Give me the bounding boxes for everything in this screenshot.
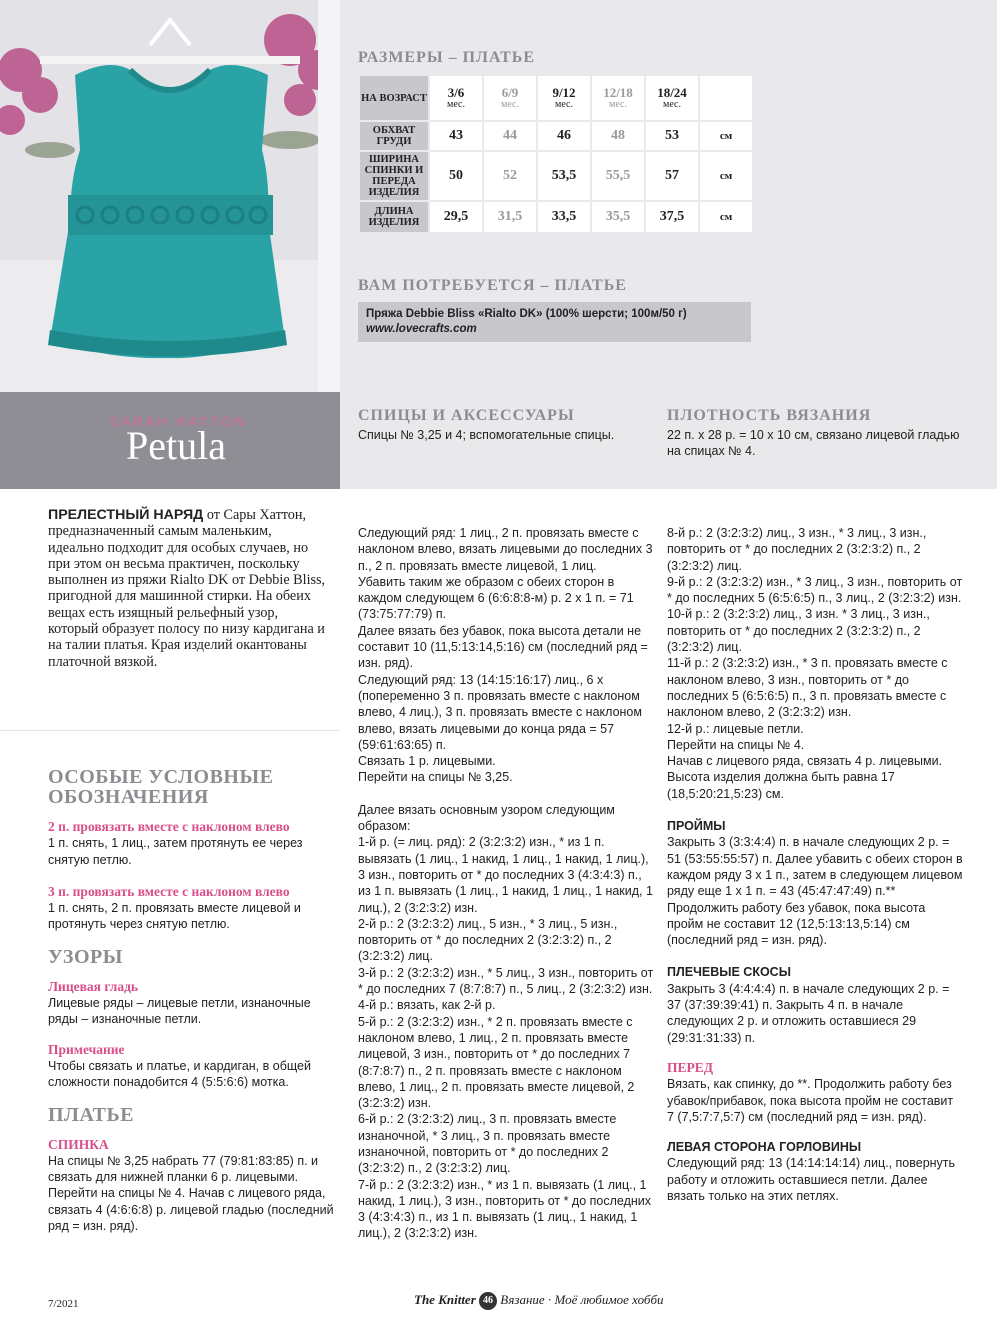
yarn-url[interactable]: www.lovecrafts.com <box>366 323 477 335</box>
value-cell: 53 <box>646 122 698 150</box>
sizes-title: РАЗМЕРЫ – ПЛАТЬЕ <box>358 49 536 66</box>
pattern-title: Petula <box>126 423 226 468</box>
value-cell: 31,5 <box>484 202 536 232</box>
instruction: 9-й р.: 2 (3:2:3:2) изн., * 3 лиц., 3 изн., повторить от * до последних 5 (6:5:6:5) п., 3 лиц., 2 (3:2:3:2) изн. <box>667 574 963 606</box>
instruction: Далее вязать без убавок, пока высота детали не составит 10 (11,5:13:14,5:16) см (последний ряд = изн. ряд). <box>358 623 648 671</box>
neck-text: Следующий ряд: 13 (14:14:14:14) лиц., повернуть работу и отложить оставшиеся петли. Далее вязать только на этих петлях. <box>667 1156 956 1203</box>
row-label: ШИРИНА СПИНКИ И ПЕРЕДА ИЗДЕЛИЯ <box>360 152 428 200</box>
sizes-table <box>358 74 754 234</box>
unit-cell: см <box>700 202 752 232</box>
instruction: Далее вязать основным узором следующим образом: <box>358 802 615 834</box>
unit-cell <box>700 76 752 120</box>
instruction: 4-й р.: вязать, как 2-й р. <box>358 998 496 1013</box>
divider <box>0 730 340 731</box>
neck-title: ЛЕВАЯ СТОРОНА ГОРЛОВИНЫ <box>667 1140 862 1155</box>
unit-cell: см <box>700 152 752 200</box>
instruction: 10-й р.: 2 (3:2:3:2) лиц., 3 изн. * 3 лиц., 3 изн., повторить от * до последних 2 (3:2:3:2) п., 2 (3:2:3:2) лиц. <box>667 607 930 655</box>
dress-title: ПЛАТЬЕ <box>48 1103 135 1126</box>
instruction: 12-й р.: лицевые петли. <box>667 721 804 736</box>
unit-cell: см <box>700 122 752 150</box>
age-col: 9/12 мес. <box>538 76 590 120</box>
instruction: Перейти на спицы № 4. <box>667 737 805 752</box>
need-title: ВАМ ПОТРЕБУЕТСЯ – ПЛАТЬЕ <box>358 277 627 294</box>
back-text: На спицы № 3,25 набрать 77 (79:81:83:85) п. и связать для нижней планки 6 р. лицевыми. Перейти на спицы № 4. Начав с лицевого ряда, связать 4 (4:6:6:8) р. лицевой гладью (последний ряд = изн. ряд). <box>48 1153 334 1234</box>
symbol-1-title: 2 п. провязать вместе с наклоном влево <box>48 819 290 834</box>
symbol-2-title: 3 п. провязать вместе с наклоном влево <box>48 883 290 899</box>
instruction: 2-й р.: 2 (3:2:3:2) лиц., 5 изн., * 3 лиц., 5 изн., повторить от * до последних 2 (3:2:3:2) п., 2 (3:2:3:2) лиц. <box>358 916 618 964</box>
front-text: Вязать, как спинку, до **. Продолжить работу без убавок/прибавок, пока высота пройм не составит 7 (7,5:7:7,5:7) см (последний ряд = изн. ряд). <box>667 1077 954 1124</box>
tagline: Вязание · Моё любимое хобби <box>500 1292 664 1307</box>
instruction: 5-й р.: 2 (3:2:3:2) изн., * 2 п. провязать вместе с наклоном влево, 1 лиц., 2 п. провязать вместе лицевой, 3 изн., повторить от * до последних 7 (8:7:8:7) п., 2 п. провязать вместе с наклоном влево, 1 лиц., 2 п. провязать вместе лицевой, 2 (3:2:3:2) изн. <box>358 1014 635 1111</box>
symbol-1-text: 1 п. снять, 1 лиц., затем протянуть ее через снятую петлю. <box>48 836 303 867</box>
instruction: 7-й р.: 2 (3:2:3:2) изн., * из 1 п. вывязать (1 лиц., 1 накид, 1 лиц.), 3 изн., повторить от * до последних 3 (4:3:4:3) п., из 1 п. вывязать (1 лиц., 1 накид, 1 лиц.), 2 (3:2:3:2) изн. <box>358 1177 652 1241</box>
needles-title: СПИЦЫ И АКСЕССУАРЫ <box>358 407 575 424</box>
row-label: ДЛИНА ИЗДЕЛИЯ <box>360 202 428 232</box>
patterns-title: УЗОРЫ <box>48 945 123 968</box>
instruction: Связать 1 р. лицевыми. <box>358 754 496 769</box>
instruction: 3-й р.: 2 (3:2:3:2) изн., * 5 лиц., 3 изн., повторить от * до последних 7 (8:7:8:7) п., 5 лиц., 2 (3:2:3:2) изн. <box>358 965 654 997</box>
pattern-1-text: Лицевые ряды – лицевые петли, изнаночные ряды – изнаночные петли. <box>48 996 311 1027</box>
back-title: СПИНКА <box>48 1136 109 1152</box>
right-column <box>667 525 963 1204</box>
age-col: 3/6 мес. <box>430 76 482 120</box>
value-cell: 35,5 <box>592 202 644 232</box>
value-cell: 44 <box>484 122 536 150</box>
gauge-title: ПЛОТНОСТЬ ВЯЗАНИЯ <box>667 407 872 424</box>
instruction: 8-й р.: 2 (3:2:3:2) лиц., 3 изн., * 3 лиц., 3 изн., повторить от * до последних 2 (3:2:3:2) п., 2 (3:2:3:2) лиц. <box>667 526 927 573</box>
age-col: 6/9 мес. <box>484 76 536 120</box>
spacer <box>358 786 654 802</box>
pattern-1-title: Лицевая гладь <box>48 978 139 994</box>
value-cell: 50 <box>430 152 482 200</box>
instruction: Следующий ряд: 13 (14:15:16:17) лиц., 6 х (попеременно 3 п. провязать вместе с наклоном влево, 4 лиц.), 3 п. провязать вместе с наклоном влево, вязать лицевыми до конца ряда = 57 (59:61:63:65) п. <box>358 672 642 752</box>
instruction: Следующий ряд: 1 лиц., 2 п. провязать вместе с наклоном влево, вязать лицевыми до последних 3 п., 2 п. провязать вместе лицевой, 1 лиц. <box>358 526 653 573</box>
product-photo <box>0 0 340 392</box>
instruction: 6-й р.: 2 (3:2:3:2) лиц., 3 п. провязать вместе изнаночной, * 3 лиц., 3 п. провязать вместе изнаночной, повторить от * до последних 2 (3:2:3:2) п., 2 (3:2:3:2) лиц. <box>358 1112 617 1176</box>
value-cell: 33,5 <box>538 202 590 232</box>
intro-text: ПРЕЛЕСТНЫЙ НАРЯД от Сары Хаттон, предназначенный самым маленьким, идеально подходит для особых случаев, но при этом он весьма практичен, поскольку выполнен из пряжи Rialto DK от Debbie Bliss, пригодной для машинной стирки. На обеих вещах есть изящный рельефный узор, который образует полосу по низу кардигана и на талии платья. Края изделий окантованы платочной вязкой. <box>48 507 326 670</box>
designer-name: SARAH HATTON <box>110 414 247 429</box>
armholes-title: ПРОЙМЫ <box>667 819 726 834</box>
instruction: 1-й р. (= лиц. ряд): 2 (3:2:3:2) изн., * из 1 п. вывязать (1 лиц., 1 накид, 1 лиц., 1 накид, 1 лиц.), 3 изн., повторить от * до последних 3 (4:3:4:3) п., из 1 п. вывязать (1 лиц., 1 накид, 1 лиц., 1 накид, 1 лиц.), 2 (3:2:3:2) изн. <box>358 835 653 915</box>
needles-text: Спицы № 3,25 и 4; вспомогательные спицы. <box>358 428 615 442</box>
row-label: ОБХВАТ ГРУДИ <box>360 122 428 150</box>
instruction: Высота изделия должна быть равна 17 (18,5:20:21,5:23) см. <box>667 770 895 801</box>
shoulders-text: Закрыть 3 (4:4:4:4) п. в начале следующих 2 р. = 37 (37:39:39:41) п. Закрыть 4 п. в начале следующих 2 р. и отложить оставшиеся 29 (29:31:31:33) п. <box>667 981 950 1045</box>
value-cell: 46 <box>538 122 590 150</box>
instruction: 11-й р.: 2 (3:2:3:2) изн., * 3 п. провязать вместе с наклоном влево, 3 изн., повторить от * до последних 5 (6:5:6:5) п., 3 п. провязать вместе с наклоном влево, 2 (3:2:3:2) изн. <box>667 656 948 720</box>
shoulders-title: ПЛЕЧЕВЫЕ СКОСЫ <box>667 965 791 980</box>
value-cell: 48 <box>592 122 644 150</box>
brand-name: The Knitter <box>414 1292 476 1307</box>
yarn-text: Пряжа Debbie Bliss «Rialto DK» (100% шерсти; 100м/50 г) <box>366 308 687 320</box>
age-col: 12/18 мес. <box>592 76 644 120</box>
armholes-text: Закрыть 3 (3:3:4:4) п. в начале следующих 2 р. = 51 (53:55:55:57) п. Далее убавить с обеих сторон в каждом ряду 3 х 1 п., затем в следующем лицевом ряду еще 1 х 1 п. = 43 (45:47:47:49) п.** Продолжить работу без убавок, пока высота пройм не составит 12 (12,5:13:13,5:14) см (последний ряд = изн. ряд). <box>667 835 963 948</box>
age-col: 18/24 мес. <box>646 76 698 120</box>
magazine-footer <box>414 1292 663 1310</box>
instruction: Перейти на спицы № 3,25. <box>358 770 513 785</box>
value-cell: 29,5 <box>430 202 482 232</box>
left-column <box>48 767 338 1234</box>
symbol-2-text: 1 п. снять, 2 п. провязать вместе лицевой и протянуть через снятую петлю. <box>48 901 301 932</box>
note-title: Примечание <box>48 1041 125 1057</box>
value-cell: 55,5 <box>592 152 644 200</box>
value-cell: 37,5 <box>646 202 698 232</box>
age-label: НА ВОЗРАСТ <box>360 76 428 120</box>
value-cell: 43 <box>430 122 482 150</box>
middle-column <box>358 525 654 1242</box>
gauge-text: 22 п. х 28 р. = 10 х 10 см, связано лицевой гладью на спицах № 4. <box>667 428 960 458</box>
issue-number: 7/2021 <box>48 1298 79 1310</box>
symbols-title: ОСОБЫЕ УСЛОВНЫЕ ОБОЗНАЧЕНИЯ <box>48 766 274 808</box>
dress-illustration <box>0 0 340 392</box>
front-title: ПЕРЕД <box>667 1059 714 1075</box>
yarn-box <box>358 302 751 342</box>
value-cell: 57 <box>646 152 698 200</box>
value-cell: 52 <box>484 152 536 200</box>
instruction: Начав с лицевого ряда, связать 4 р. лицевыми. <box>667 754 943 769</box>
instruction: Убавить таким же образом с обеих сторон в каждом следующем 6 (6:6:8:8-м) р. 2 х 1 п. = 71 (73:75:77:79) п. <box>358 574 634 622</box>
note-text: Чтобы связать и платье, и кардиган, в общей сложности понадобится 4 (5:5:6:6) мотка. <box>48 1058 311 1090</box>
value-cell: 53,5 <box>538 152 590 200</box>
page-number: 46 <box>479 1292 497 1310</box>
title-banner <box>0 392 340 489</box>
